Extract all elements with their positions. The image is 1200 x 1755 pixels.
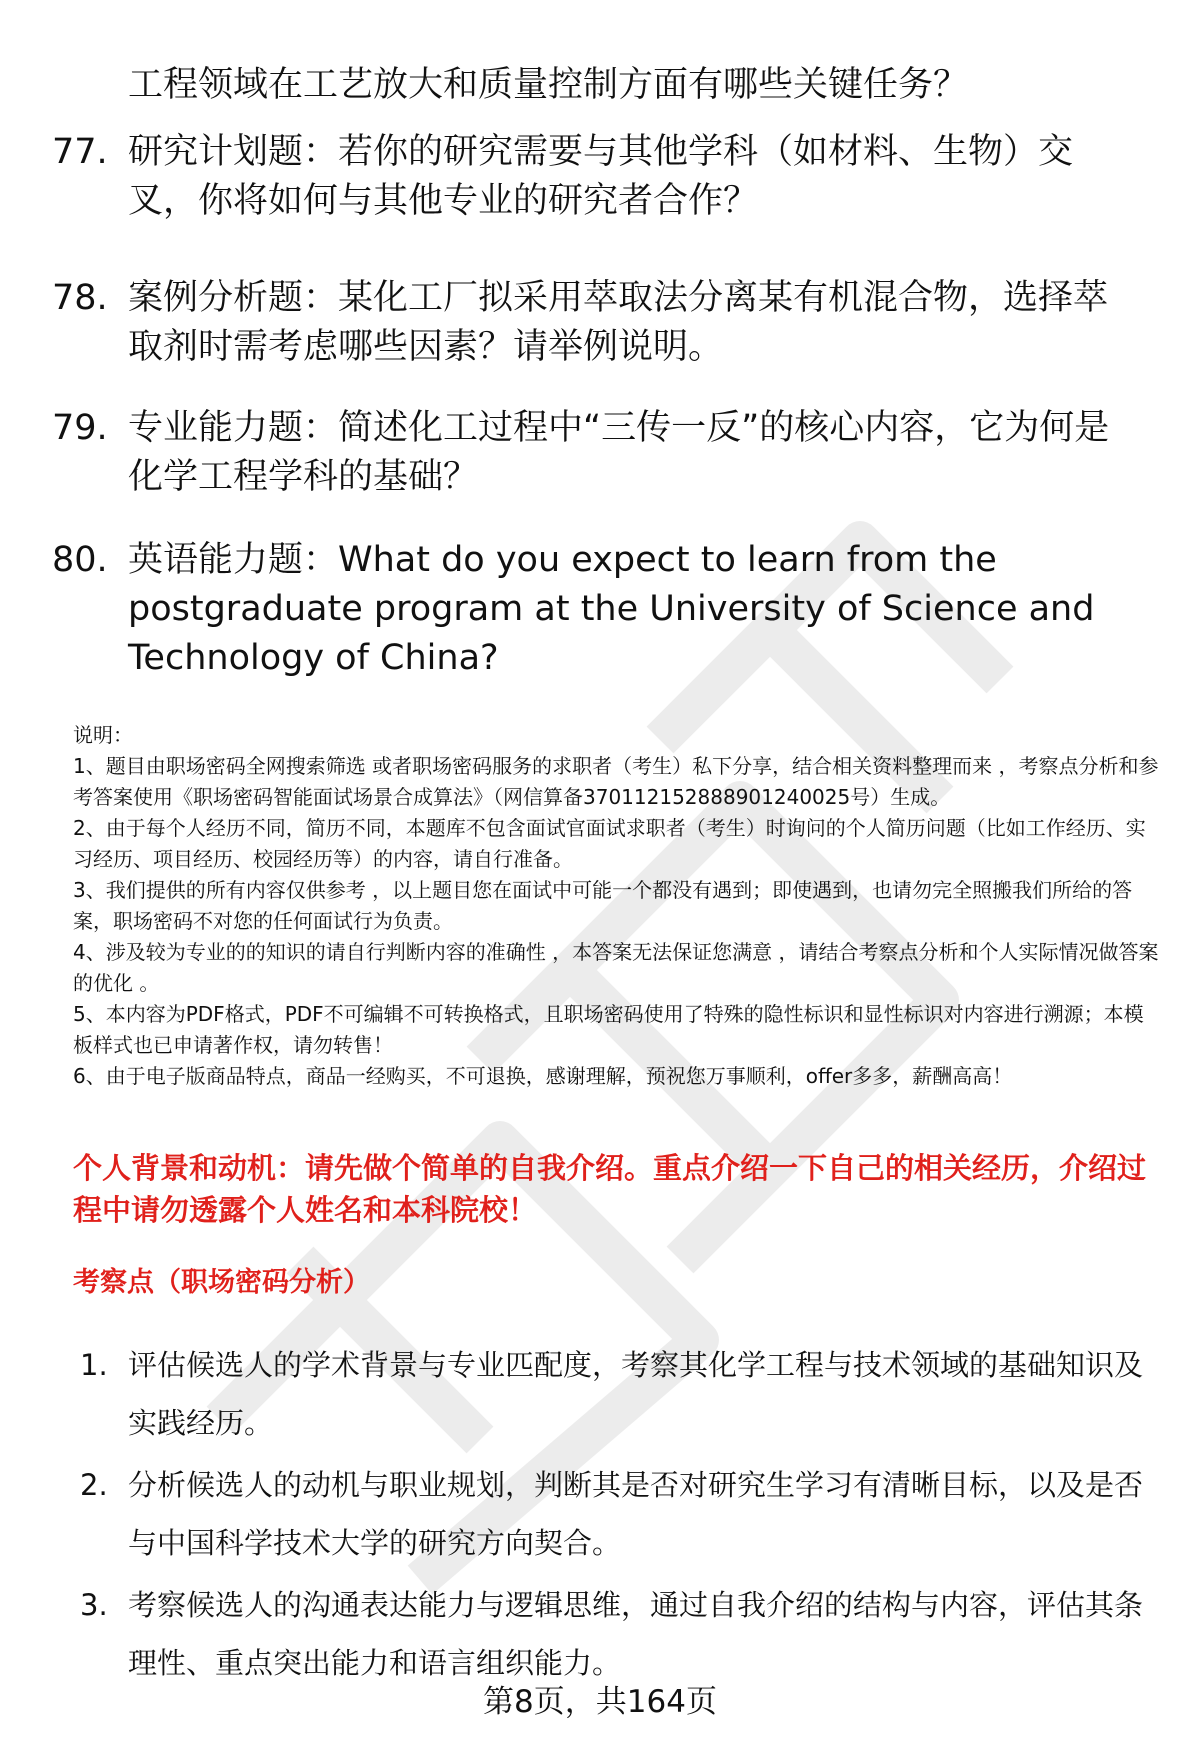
question-text: 专业能力题：简述化工过程中“三传一反”的核心内容，它为何是化学工程学科的基础？ bbox=[128, 408, 1110, 497]
point-text: 评估候选人的学术背景与专业匹配度，考察其化学工程与技术领域的基础知识及实践经历。 bbox=[128, 1348, 1144, 1440]
point-number: 3. bbox=[80, 1588, 108, 1622]
point-number: 2. bbox=[80, 1468, 108, 1502]
point-text: 分析候选人的动机与职业规划，判断其是否对研究生学习有清晰目标，以及是否与中国科学技术大学的研究方向契合。 bbox=[128, 1468, 1144, 1560]
question-number: 78. bbox=[52, 278, 108, 318]
question-text: 案例分析题：某化工厂拟采用萃取法分离某有机混合物，选择萃取剂时需考虑哪些因素？请举例说明。 bbox=[128, 278, 1109, 367]
question-text: 研究计划题：若你的研究需要与其他学科（如材料、生物）交叉，你将如何与其他专业的研究者合作？ bbox=[128, 132, 1074, 221]
note-item: 5、本内容为PDF格式，PDF不可编辑不可转换格式，且职场密码使用了特殊的隐性标识和显性标识对内容进行溯源；本模板样式也已申请著作权，请勿转售！ bbox=[73, 1002, 1144, 1057]
note-item: 4、涉及较为专业的的知识的请自行判断内容的准确性 ，本答案无法保证您满意 ，请结合考察点分析和个人实际情况做答案的优化 。 bbox=[73, 940, 1159, 995]
analysis-title: 考察点（职场密码分析） bbox=[73, 1267, 370, 1298]
point-text: 考察候选人的沟通表达能力与逻辑思维，通过自我介绍的结构与内容，评估其条理性、重点突出能力和语言组织能力。 bbox=[128, 1588, 1144, 1680]
note-item: 6、由于电子版商品特点，商品一经购买，不可退换，感谢理解，预祝您万事顺利，offer多多，薪酬高高！ bbox=[73, 1064, 1013, 1088]
note-item: 2、由于每个人经历不同，简历不同，本题库不包含面试官面试求职者（考生）时询问的个人简历问题（比如工作经历、实习经历、项目经历、校园经历等）的内容，请自行准备。 bbox=[73, 816, 1146, 871]
note-item: 3、我们提供的所有内容仅供参考 ，以上题目您在面试中可能一个都没有遇到；即使遇到，也请勿完全照搬我们所给的答案，职场密码不对您的任何面试行为负责。 bbox=[73, 878, 1133, 933]
disclaimer-notes bbox=[73, 720, 1163, 1092]
question-text: 英语能力题：What do you expect to learn from the postgraduate program at the University of Science and Technology of China? bbox=[128, 540, 1095, 678]
note-item: 1、题目由职场密码全网搜索筛选 或者职场密码服务的求职者（考生）私下分享，结合相关资料整理而来 ，考察点分析和参考答案使用《职场密码智能面试场景合成算法》（网信算备370112152888901240025号）生成。 bbox=[73, 754, 1159, 809]
question-number: 79. bbox=[52, 408, 108, 448]
notes-title: 说明： bbox=[73, 723, 133, 747]
page-footer: 第8页，共164页 bbox=[483, 1684, 717, 1720]
intro-question: 个人背景和动机：请先做个简单的自我介绍。重点介绍一下自己的相关经历，介绍过程中请勿透露个人姓名和本科院校！ bbox=[73, 1151, 1147, 1227]
question-continuation: 工程领域在工艺放大和质量控制方面有哪些关键任务？ bbox=[128, 65, 969, 105]
question-number: 77. bbox=[52, 132, 108, 172]
point-number: 1. bbox=[80, 1348, 108, 1382]
question-number: 80. bbox=[52, 540, 108, 580]
